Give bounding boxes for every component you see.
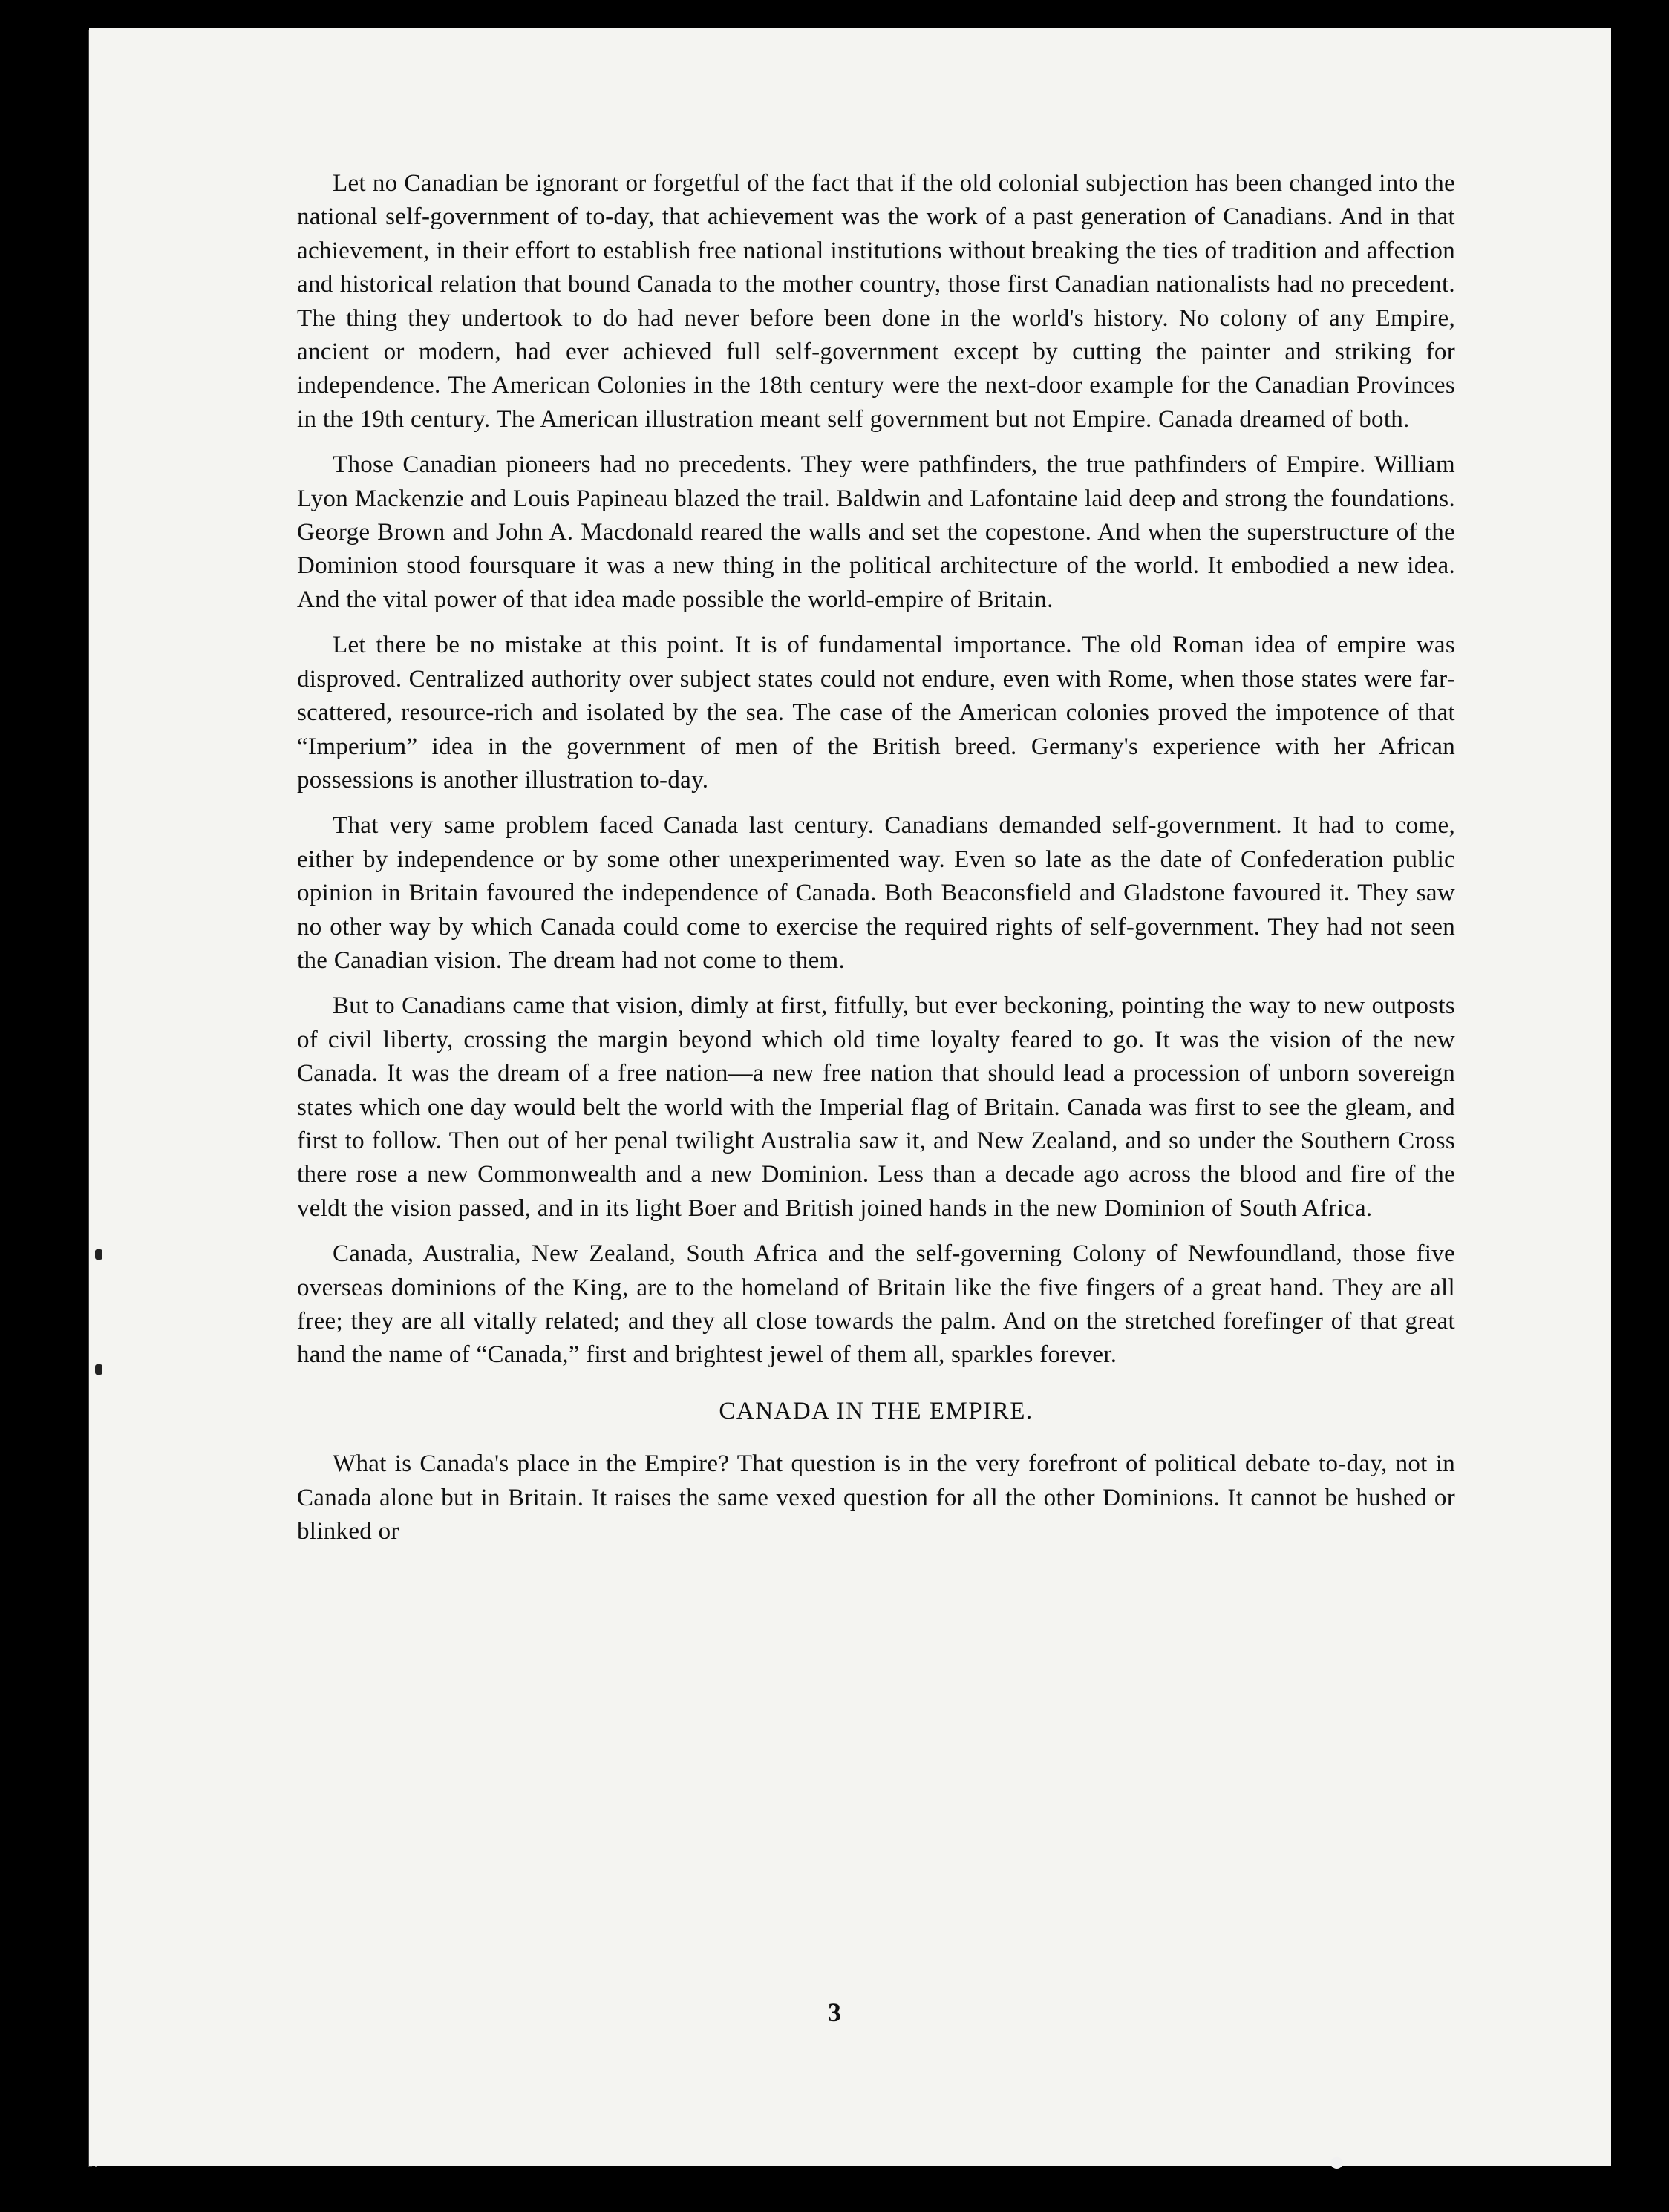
page-number: 3 — [828, 1997, 841, 2027]
margin-mark — [95, 1249, 102, 1260]
margin-mark — [95, 1364, 102, 1375]
section-heading: CANADA IN THE EMPIRE. — [719, 1397, 1033, 1424]
paragraph: Let no Canadian be ignorant or forgetful of the fact that if the old colonial subjection has been changed into the national self-government of to-day, that achievement was the work of a past generation of Canadians. And in that achievement, in their effort to establish free national institutions without breaking the ties of tradition and affection and historical relation that bound Canada to the mother country, those first Canadian nationalists had no precedent. The thing they undertook to do had never before been done in the world's history. No colony of any Empire, ancient or modern, had ever achieved full self-government except by cutting the painter and striking for independence. The American Colonies in the 18th century were the next-door example for the Canadian Provinces in the 19th century. The American illustration meant self government but not Empire. Canada dreamed of both. — [297, 170, 1455, 433]
paragraph: That very same problem faced Canada last century. Canadians demanded self-government. It had to come, either by independence or by some other unexperimented way. Even so late as the date of Confederation public opinion in Britain favoured the independence of Canada. Both Beaconsfield and Gladstone favoured it. They saw no other way by which Canada could come to exercise the required rights of self-government. They had not seen the Canadian vision. The dream had not come to them. — [297, 812, 1455, 974]
paragraph: Let there be no mistake at this point. It is of fundamental importance. The old Roman idea of empire was disproved. Centralized authority over subject states could not endure, even with Rome, when those states were far-scattered, resource-rich and isolated by the sea. The case of the American colonies proved the impotence of that “Imperium” idea in the government of men of the British breed. Germany's experience with her African possessions is another illustration to-day. — [297, 632, 1455, 793]
document-body — [297, 167, 1455, 1548]
paragraph: What is Canada's place in the Empire? That question is in the very forefront of political debate to-day, not in Canada alone but in Britain. It raises the same vexed question for all the other Dominions. It cannot be hushed or blinked or — [297, 1450, 1455, 1545]
paragraph: Those Canadian pioneers had no precedents. They were pathfinders, the true pathfinders of Empire. William Lyon Mackenzie and Louis Papineau blazed the trail. Baldwin and Lafontaine laid deep and strong the foundations. George Brown and John A. Macdonald reared the walls and set the copestone. And when the superstructure of the Dominion stood foursquare it was a new thing in the political architecture of the world. It embodied a new idea. And the vital power of that idea made possible the world-empire of Britain. — [297, 451, 1455, 613]
paragraph: Canada, Australia, New Zealand, South Africa and the self-governing Colony of Newfoundland, those five overseas dominions of the King, are to the homeland of Britain like the five fingers of a great hand. They are all free; they are all vitally related; and they all close towards the palm. And on the stretched forefinger of that great hand the name of “Canada,” first and brightest jewel of them all, sparkles forever. — [297, 1240, 1455, 1369]
paragraph: But to Canadians came that vision, dimly at first, fitfully, but ever beckoning, pointing the way to new outposts of civil liberty, crossing the margin beyond which old time loyalty feared to go. It was the vision of the new Canada. It was the dream of a free nation—a new free nation that should lead a procession of unborn sovereign states which one day would belt the world with the Imperial flag of Britain. Canada was first to see the gleam, and first to follow. Then out of her penal twilight Australia saw it, and New Zealand, and so under the Southern Cross there rose a new Commonwealth and a new Dominion. Less than a decade ago across the blood and fire of the veldt the vision passed, and in its light Boer and British joined hands in the new Dominion of South Africa. — [297, 992, 1455, 1222]
scan-artifact-mark: • — [1329, 2139, 1345, 2188]
